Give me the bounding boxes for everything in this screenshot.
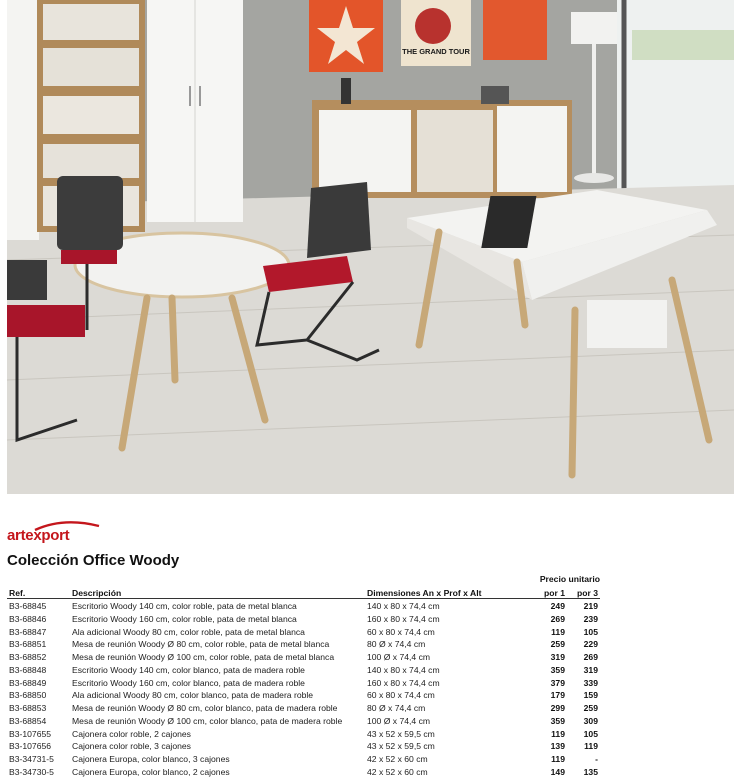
cell-price-1: 379 [550, 677, 565, 688]
cell-ref: B3-34730-5 [9, 766, 54, 777]
table-row [7, 664, 600, 677]
unit-price-label: Precio unitario [539, 574, 600, 584]
cell-price-3: 159 [583, 690, 598, 701]
cell-price-3: 239 [583, 613, 598, 624]
cell-dimensions: 43 x 52 x 59,5 cm [367, 728, 435, 739]
table-row [7, 613, 600, 626]
cell-description: Escritorio Woody 140 cm, color roble, pata de metal blanca [72, 601, 297, 611]
cell-price-3: 259 [583, 703, 598, 713]
table-row [7, 651, 600, 664]
cell-price-3: 229 [583, 639, 598, 650]
office-photo [7, 0, 734, 494]
cell-dimensions: 80 Ø x 74,4 cm [367, 703, 426, 713]
table-row [7, 715, 600, 728]
cell-ref: B3-68854 [9, 715, 47, 726]
cell-dimensions: 160 x 80 x 74,4 cm [367, 677, 440, 688]
cell-price-3: 219 [583, 601, 598, 611]
cell-price-1: 269 [550, 613, 565, 624]
cell-dimensions: 160 x 80 x 74,4 cm [367, 613, 440, 624]
cell-ref: B3-68848 [9, 664, 47, 675]
table-header [7, 587, 600, 599]
cell-dimensions: 43 x 52 x 59,5 cm [367, 741, 435, 752]
cell-dimensions: 42 x 52 x 60 cm [367, 766, 428, 777]
drawer-unit [587, 300, 667, 348]
cell-ref: B3-68853 [9, 703, 47, 713]
orange-poster [483, 0, 547, 60]
cell-description: Mesa de reunión Woody Ø 80 cm, color roble, pata de metal blanca [72, 639, 330, 650]
cell-dimensions: 100 Ø x 74,4 cm [367, 715, 431, 726]
cell-price-3: 119 [584, 741, 598, 752]
cell-price-1: 179 [550, 690, 565, 701]
cell-description: Ala adicional Woody 80 cm, color blanco, pata de madera roble [72, 690, 314, 701]
cell-description: Cajonera Europa, color blanco, 3 cajones [72, 754, 230, 764]
cell-price-1: 149 [550, 766, 565, 777]
table-row [7, 626, 600, 639]
cell-ref: B3-107655 [9, 728, 52, 739]
cell-price-1: 259 [550, 639, 565, 650]
cell-ref: B3-68852 [9, 652, 47, 662]
cell-description: Cajonera color roble, 2 cajones [72, 728, 191, 739]
cell-price-3: 105 [583, 626, 598, 637]
cell-price-3: - [595, 754, 598, 764]
white-cabinet [7, 0, 39, 240]
floor-lamp [571, 12, 617, 44]
cell-price-1: 139 [550, 741, 565, 752]
cell-description: Mesa de reunión Woody Ø 100 cm, color roble, pata de metal blanca [72, 652, 335, 662]
cell-dimensions: 60 x 80 x 74,4 cm [367, 690, 435, 701]
cell-price-3: 309 [583, 715, 598, 726]
cell-price-1: 359 [550, 664, 565, 675]
table-row [7, 689, 600, 702]
cell-dimensions: 60 x 80 x 74,4 cm [367, 626, 435, 637]
cell-dimensions: 42 x 52 x 60 cm [367, 754, 428, 764]
cell-price-1: 249 [550, 601, 565, 611]
cell-price-1: 319 [550, 652, 565, 662]
office-scene-illustration [7, 0, 734, 494]
table-row [7, 638, 600, 651]
cell-price-1: 119 [551, 728, 565, 739]
col-description: Descripción [72, 588, 122, 598]
laptop [481, 196, 536, 248]
cell-description: Mesa de reunión Woody Ø 80 cm, color blanco, pata de madera roble [72, 703, 338, 713]
cell-description: Escritorio Woody 160 cm, color blanco, pata de madera roble [72, 677, 305, 688]
cell-dimensions: 100 Ø x 74,4 cm [367, 652, 431, 662]
table-row [7, 677, 600, 690]
cell-ref: B3-34731-5 [9, 754, 54, 764]
cell-ref: B3-68846 [9, 613, 47, 624]
table-row [7, 766, 600, 777]
poster-title: THE GRAND TOUR [402, 47, 470, 56]
table-row [7, 728, 600, 741]
cell-ref: B3-68850 [9, 690, 47, 701]
cell-description: Ala adicional Woody 80 cm, color roble, pata de metal blanca [72, 626, 305, 637]
cell-price-3: 319 [583, 664, 598, 675]
cell-price-3: 339 [583, 677, 598, 688]
cell-price-1: 119 [551, 626, 565, 637]
cell-description: Cajonera color roble, 3 cajones [72, 741, 191, 752]
table-row [7, 753, 600, 766]
cell-description: Mesa de reunión Woody Ø 100 cm, color blanco, pata de madera roble [72, 715, 343, 726]
cell-ref: B3-68851 [9, 639, 47, 650]
col-price-3: por 3 [576, 588, 598, 598]
col-ref: Ref. [9, 588, 26, 598]
collection-title: Colección Office Woody [7, 552, 180, 569]
cell-price-1: 299 [550, 703, 565, 713]
cell-description: Cajonera Europa, color blanco, 2 cajones [72, 766, 230, 777]
cell-price-3: 105 [583, 728, 598, 739]
cell-dimensions: 80 Ø x 74,4 cm [367, 639, 426, 650]
cell-dimensions: 140 x 80 x 74,4 cm [367, 601, 440, 611]
cell-ref: B3-107656 [9, 741, 52, 752]
cell-description: Escritorio Woody 140 cm, color blanco, pata de madera roble [72, 664, 305, 675]
table-row [7, 600, 600, 613]
table-row [7, 702, 600, 715]
cell-description: Escritorio Woody 160 cm, color roble, pata de metal blanca [72, 613, 297, 624]
cell-price-3: 269 [583, 652, 598, 662]
cell-ref: B3-68845 [9, 601, 47, 611]
cell-ref: B3-68849 [9, 677, 47, 688]
cell-dimensions: 140 x 80 x 74,4 cm [367, 664, 440, 675]
cell-price-1: 359 [550, 715, 565, 726]
table-row [7, 740, 600, 753]
price-table [7, 600, 600, 777]
col-price-1: por 1 [543, 588, 565, 598]
cell-ref: B3-68847 [9, 626, 47, 637]
brand-name: artexport [7, 527, 70, 544]
col-dimensions: Dimensiones An x Prof x Alt [367, 588, 482, 598]
cell-price-3: 135 [583, 766, 598, 777]
cell-price-1: 119 [551, 754, 565, 764]
